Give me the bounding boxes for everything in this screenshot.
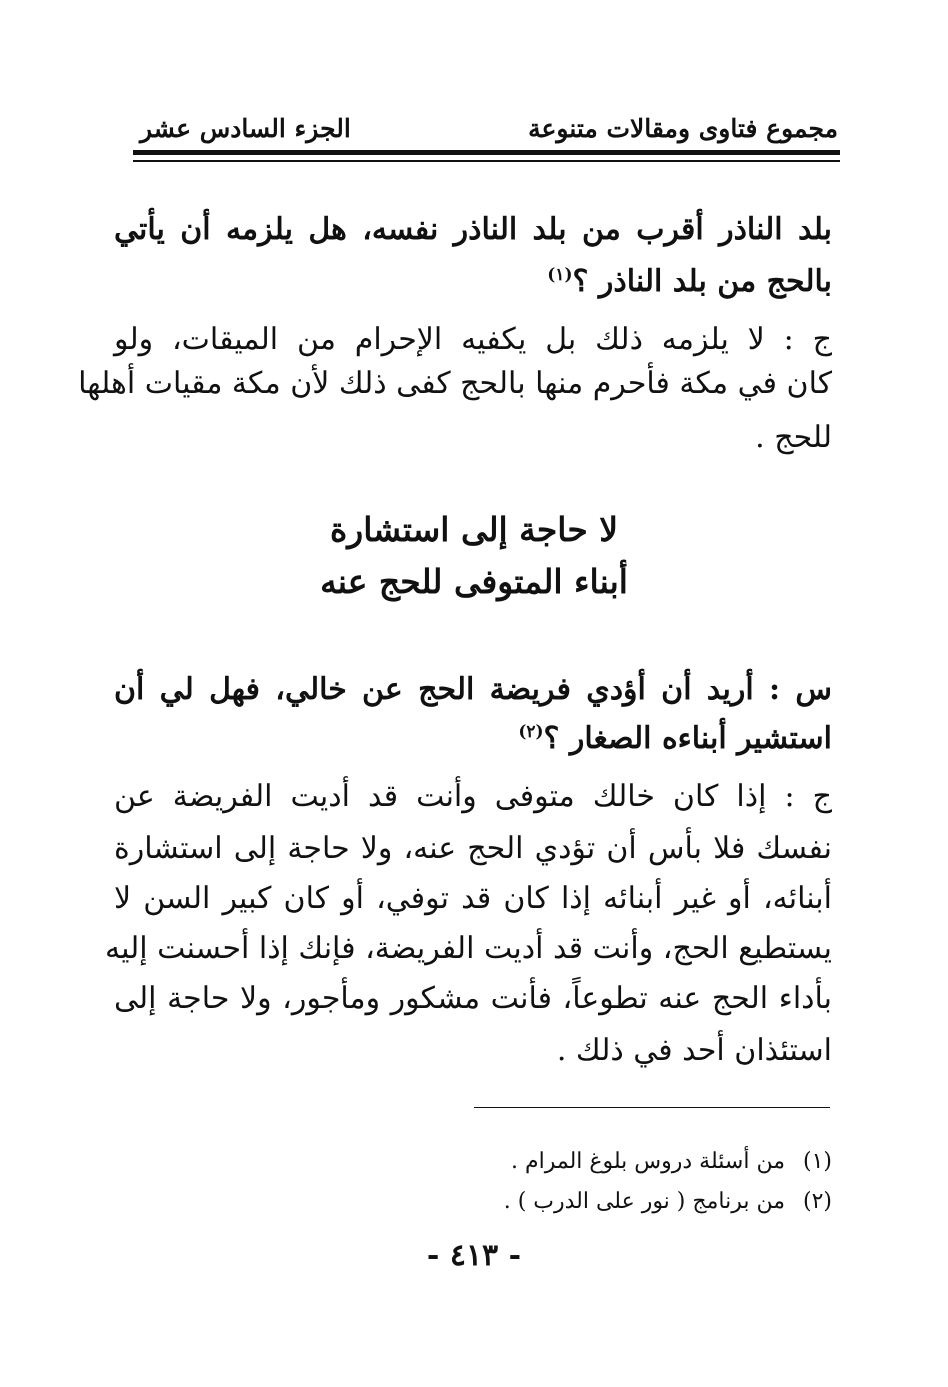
question-1-text: بالحج من بلد الناذر ؟ [572,264,832,299]
question-2-line-2 [114,713,832,765]
header-rule-thick [133,150,840,155]
footnote-1-text: من أسئلة دروس بلوغ المرام . [511,1149,785,1174]
answer-1-line-1: ج : لا يلزمه ذلك بل يكفيه الإحرام من الميقات، ولو [114,322,832,357]
answer-1-line-2: كان في مكة فأحرم منها بالحج كفى ذلك لأن مكة مقيات أهلها [78,366,832,401]
section-title-line-2: أبناء المتوفى للحج عنه [320,562,628,601]
answer-2-line-3: أبنائه، أو غير أبنائه إذا كان قد توفي، أو كان كبير السن لا [114,881,832,916]
answer-2-line-4: يستطيع الحج، وأنت قد أديت الفريضة، فإنك إذا أحسنت إليه [105,931,832,966]
answer-2-line-1: ج : إذا كان خالك متوفى وأنت قد أديت الفريضة عن [114,779,832,814]
page-number: - ٤١٣ - [426,1238,522,1273]
footnote-1 [511,1145,832,1179]
footnote-ref-2: (٢) [518,722,544,742]
answer-2-line-6: استئذان أحد في ذلك . [556,1033,832,1068]
footnote-1-number: (١) [802,1149,832,1174]
question-1-line-2 [114,256,832,308]
book-title: مجموع فتاوى ومقالات متنوعة [528,114,838,143]
footnote-2-number: (٢) [802,1189,832,1214]
answer-2-line-2: نفسك فلا بأس أن تؤدي الحج عنه، ولا حاجة إلى استشارة [114,831,832,866]
footnote-separator [474,1107,830,1108]
footnote-2 [504,1185,832,1219]
footnote-2-text: من برنامج ( نور على الدرب ) . [503,1189,785,1214]
volume-label: الجزء السادس عشر [140,114,351,143]
footnote-ref-1: (١) [547,265,573,285]
question-1-line-1: بلد الناذر أقرب من بلد الناذر نفسه، هل يلزمه أن يأتي [114,212,832,247]
section-title-line-1: لا حاجة إلى استشارة [329,510,619,549]
answer-2-line-5: بأداء الحج عنه تطوعاً، فأنت مشكور ومأجور، ولا حاجة إلى [114,981,833,1016]
question-2-text: استشير أبناءه الصغار ؟ [543,721,832,756]
answer-1-line-3: للحج . [755,420,832,455]
header-rule-thin [133,160,840,162]
question-2-line-1: س : أريد أن أؤدي فريضة الحج عن خالي، فهل لي أن [114,672,832,707]
